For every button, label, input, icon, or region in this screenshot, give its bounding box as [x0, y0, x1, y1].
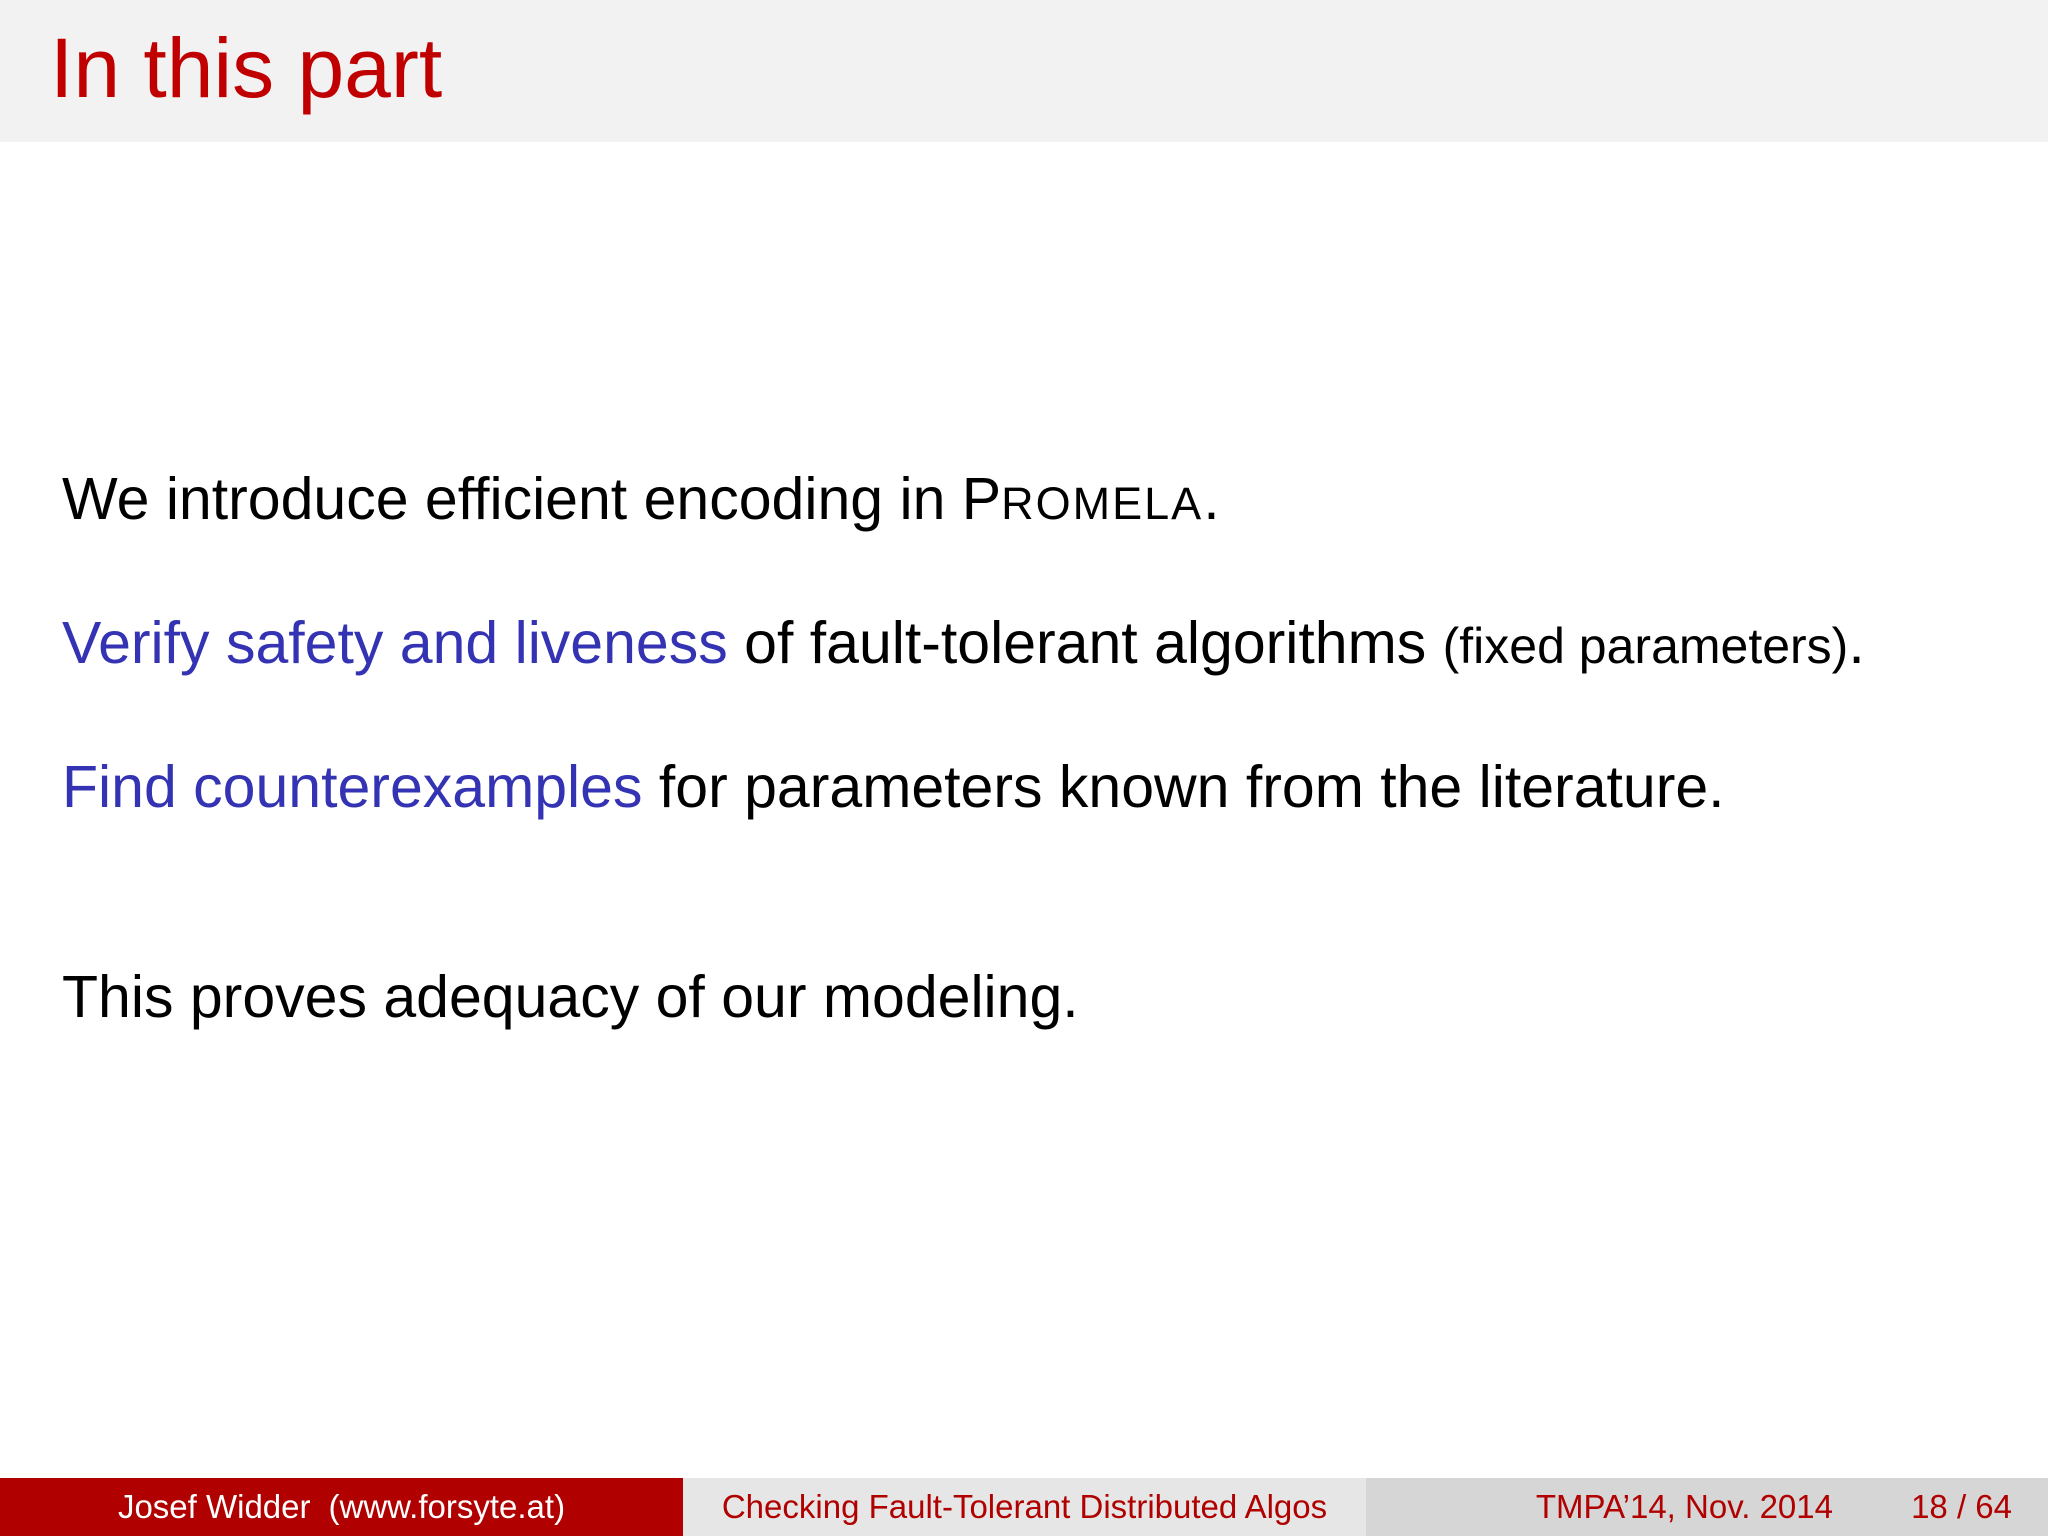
- content-line-1: [62, 466, 1220, 532]
- line-2-text: of fault-tolerant algorithms: [727, 610, 1443, 676]
- content-line-4: This proves adequacy of our modeling.: [62, 964, 1079, 1030]
- slide-footer: [0, 1478, 2048, 1536]
- safety-liveness-highlight: Verify safety and liveness: [62, 610, 728, 676]
- promela-smallcaps: ROMELA: [1001, 478, 1204, 529]
- content-line-2: [62, 610, 1865, 676]
- footer-event: TMPA’14, Nov. 2014: [1535, 1488, 1833, 1525]
- footer-page-number: 18 / 64: [1911, 1488, 2012, 1525]
- content-line-3: [62, 754, 1725, 820]
- footer-author: Josef Widder: [117, 1488, 311, 1525]
- footer-talk-title: Checking Fault-Tolerant Distributed Algos: [721, 1488, 1328, 1525]
- line-1-period: .: [1203, 466, 1220, 532]
- fixed-parameters-note: (fixed parameters): [1442, 618, 1849, 674]
- counterexamples-highlight: Find counterexamples: [62, 754, 643, 820]
- footer-site: (www.forsyte.at): [328, 1488, 566, 1525]
- line-2-period: .: [1848, 610, 1865, 676]
- slide-title: In this part: [50, 21, 443, 115]
- line-3-text: for parameters known from the literature.: [642, 754, 1725, 820]
- line-1-text: We introduce efficient encoding in: [62, 466, 962, 532]
- footer-info-section: [1366, 1478, 2048, 1536]
- footer-author-section: [0, 1478, 683, 1536]
- footer-title-section: [683, 1478, 1366, 1536]
- promela-initial: P: [961, 466, 1002, 532]
